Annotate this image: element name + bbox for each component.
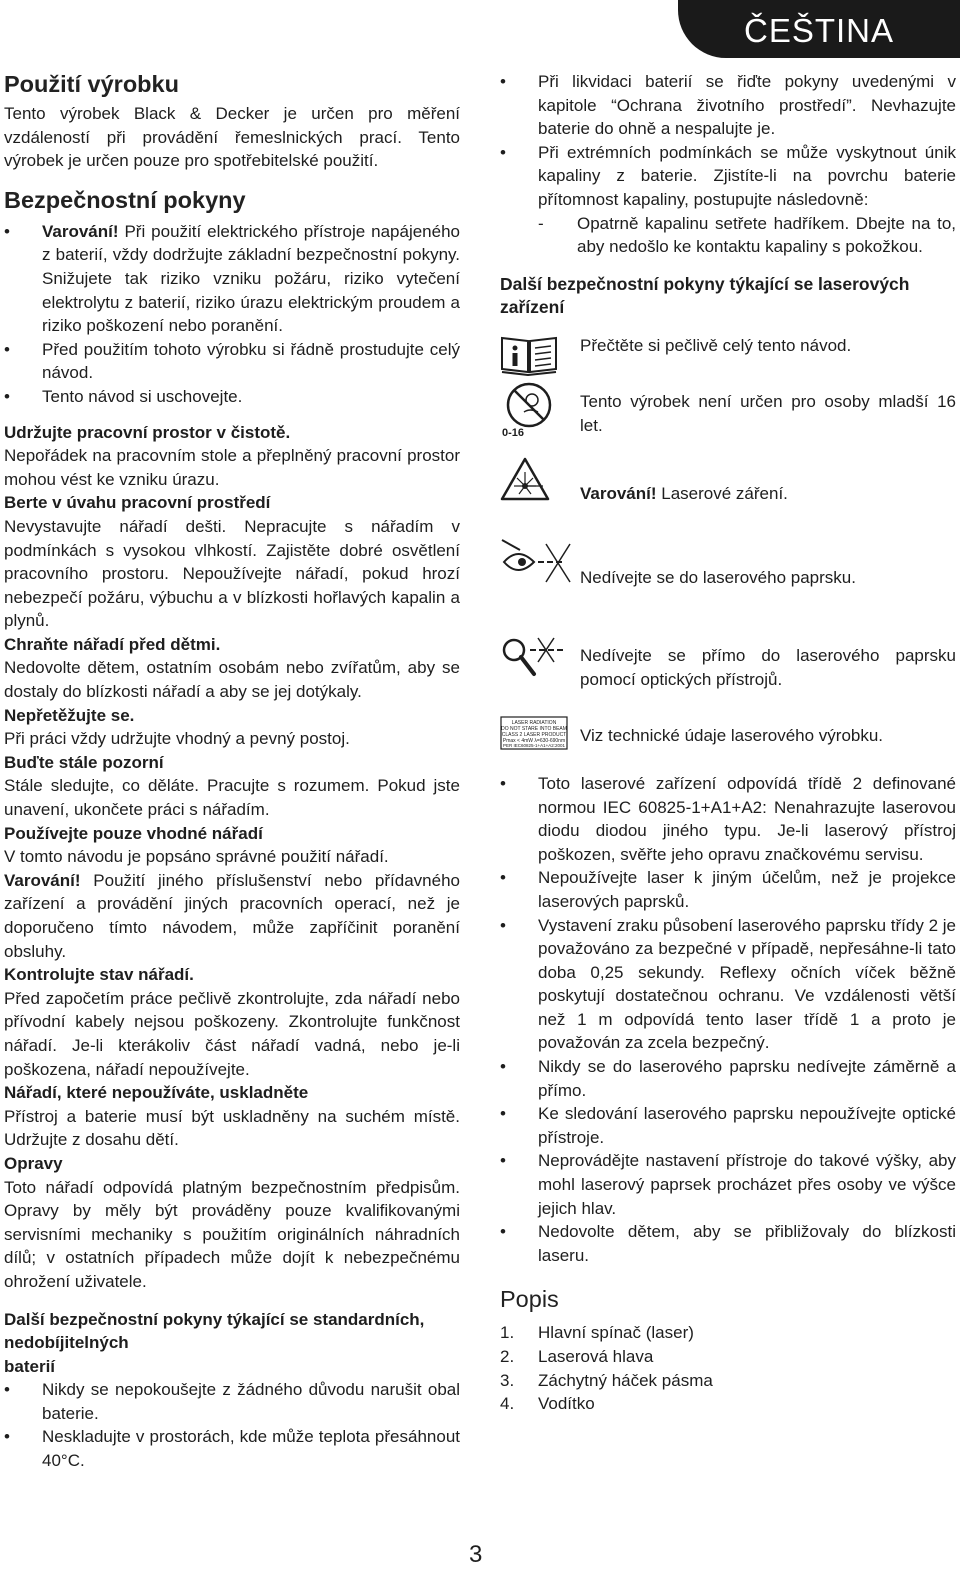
section-text: Nevystavujte nářadí dešti. Nepracujte s nářadím v podmínkách s vysokou vlhkostí. Zajistěte dobré osvětlení pracovního prostoru. Nepoužívejte nářadí, pokud hrozí nebezpečí požáru, výbuchu a v blízkosti hořlavých kapalin a plynů. <box>4 516 460 631</box>
battery-heading-line2: baterií <box>4 1356 56 1376</box>
language-tab: ČEŠTINA <box>678 0 960 58</box>
parts-item <box>500 1321 956 1345</box>
no-eye-to-beam-icon <box>500 536 572 590</box>
battery-list <box>4 1378 460 1472</box>
parts-number: 3. <box>500 1370 515 1390</box>
battery-disposal-list <box>500 70 956 212</box>
section-text: Nedovolte dětem, ostatním osobám nebo zvířatům, aby se dostaly do blízkosti nářadí a aby se jej dotýkaly. <box>4 658 460 702</box>
read-manual-icon <box>500 332 558 376</box>
safety-item-text: Při použití elektrického přístroje napájeného z baterií, vždy dodržujte základní bezpečnostní pokyny. Snižujete tak riziko vzniku požáru, riziko vytečení elektrolytu z baterií, riziko úrazu elektrickým proudem a riziko poškození nebo poranění. <box>42 221 460 336</box>
usage-text: Tento výrobek Black & Decker je určen pro měření vzdáleností při provádění řemeslnických prací. Tento výrobek je určen pouze pro spotřebitelské použití. <box>4 104 460 171</box>
section-heading: Používejte pouze vhodné nářadí <box>4 823 263 843</box>
laser-label-line: PER IEC60825-1+A1+A2:2001 <box>502 742 566 748</box>
laser-label-line: CLASS 2 LASER PRODUCT <box>501 731 567 738</box>
laser-safety-list <box>500 772 956 1267</box>
laser-safety-item: • Toto laserové zařízení odpovídá třídě 2 definované normou IEC 60825-1+A1+A2: Nenahrazujte laserovou diodu diodou jiného typu. Je-li laserový přístroj poškozen, svěřte jeho opravu značkovému servisu. <box>500 772 956 866</box>
section-text: V tomto návodu je popsáno správné použití nářadí. <box>4 847 389 867</box>
laser-label-icon <box>500 716 568 750</box>
parts-label: Laserová hlava <box>538 1347 654 1366</box>
symbol-row <box>500 644 956 724</box>
laser-safety-item: • Nedovolte dětem, aby se přibližovaly do blízkosti laseru. <box>500 1220 956 1267</box>
safety-item: • Tento návod si uschovejte. <box>4 385 460 409</box>
section-heading: Nářadí, které nepoužíváte, uskladněte <box>4 1083 309 1103</box>
symbol-text: Tento výrobek není určen pro osoby mladší 16 let. <box>580 391 956 435</box>
age-restriction-icon <box>500 382 556 438</box>
dash-item <box>500 212 956 259</box>
parts-item <box>500 1369 956 1393</box>
usage-heading: Použití výrobku <box>4 71 179 97</box>
warning-text: Laserové záření. <box>656 483 788 503</box>
description-heading: Popis <box>500 1286 559 1313</box>
section-text: Před započetím práce pečlivě zkontrolujte, zda nářadí nebo přívodní kabely nejsou poškozeny. Zkontrolujte funkčnost nářadí. Je-li kterákoliv část nářadí vadná, nebo je-li poškozena, nářadí nepoužívejte. <box>4 988 460 1079</box>
laser-safety-item: • Neprovádějte nastavení přístroje do takové výšky, aby mohl laserový paprsek procházet přes osoby ve výšce jejich hlav. <box>500 1149 956 1220</box>
symbol-row <box>500 566 956 644</box>
warning-text: Použití jiného příslušenství nebo přídavného zařízení a provádění jiných pracovních operací, než je doporučeno tímto návodem, může zapříčinit poranění obsluhy. <box>4 870 460 961</box>
battery-disposal-item: • Při extrémních podmínkách se může vyskytnout únik kapaliny z baterie. Zjistíte-li na povrchu baterie přítomnost kapaliny, postupujte následovně: <box>500 141 956 212</box>
section-heading: Udržujte pracovní prostor v čistotě. <box>4 422 291 442</box>
no-optical-instrument-icon <box>500 636 572 678</box>
symbol-text <box>580 482 956 506</box>
safety-item: • Před použitím tohoto výrobku si řádně prostudujte celý návod. <box>4 338 460 385</box>
symbol-text: Viz technické údaje laserového výrobku. <box>580 725 884 745</box>
parts-list <box>500 1321 956 1415</box>
symbol-text: Nedívejte se do laserového paprsku. <box>580 567 856 587</box>
safety-heading: Bezpečnostní pokyny <box>4 186 246 213</box>
parts-label: Hlavní spínač (laser) <box>538 1323 694 1343</box>
warning-paragraph <box>4 869 460 963</box>
section-heading: Kontrolujte stav nářadí. <box>4 965 194 985</box>
laser-safety-item: • Nikdy se do laserového paprsku nedívejte záměrně a přímo. <box>500 1055 956 1102</box>
battery-disposal-item: • Při likvidaci baterií se řiďte pokyny uvedenými v kapitole “Ochrana životního prostředí”. Nevhazujte baterie do ohně a nespalujte je. <box>500 70 956 141</box>
safety-item <box>4 220 460 338</box>
general-sections <box>4 421 460 1294</box>
parts-label: Vodítko <box>538 1394 595 1414</box>
laser-label-line: DO NOT STARE INTO BEAM <box>501 725 567 732</box>
laser-heading: Další bezpečnostní pokyny týkající se laserových zařízení <box>500 273 910 318</box>
section-heading: Berte v úvahu pracovní prostředí <box>4 493 271 513</box>
dash-item-text: Opatrně kapalinu setřete hadříkem. Dbejte na to, aby nedošlo ke kontaktu kapaliny s pokožkou. <box>577 213 956 257</box>
parts-item <box>500 1345 956 1369</box>
dash-list <box>500 212 956 259</box>
dash-marker: - <box>538 213 544 233</box>
section-heading: Nepřetěžujte se. <box>4 705 135 725</box>
battery-item: • Neskladujte v prostorách, kde může teplota přesáhnout 40°C. <box>4 1425 460 1472</box>
laser-safety-item: • Ke sledování laserového paprsku nepoužívejte optické přístroje. <box>500 1102 956 1149</box>
parts-number: 2. <box>500 1347 515 1366</box>
section-text: Stále sledujte, co děláte. Pracujte s rozumem. Pokud jste unavení, ukončete práci s nářadím. <box>4 776 460 820</box>
symbol-row <box>500 719 956 766</box>
safety-list <box>4 220 460 409</box>
parts-item <box>500 1392 956 1416</box>
battery-heading-line1: Další bezpečnostní pokyny týkající se standardních, nedobíjitelných <box>4 1309 425 1353</box>
section-text: Při práci vždy udržujte vhodný a pevný postoj. <box>4 729 350 749</box>
laser-safety-item: • Vystavení zraku působení laserového paprsku třídy 2 je považováno za bezpečné v případě, nepřesáhne-li tato doba 0,25 sekundy. Reflexy očních víček běžně poskytují dostatečnou ochranu. Ve vzdálenosti větší než 1 m odpovídá tento laser třídě 1 a proto je považován za zcela bezpečný. <box>500 914 956 1056</box>
parts-number: 4. <box>500 1394 515 1414</box>
symbol-row <box>500 390 956 482</box>
battery-item: • Nikdy se nepokoušejte z žádného důvodu narušit obal baterie. <box>4 1378 460 1425</box>
parts-number: 1. <box>500 1323 515 1343</box>
section-text: Nepořádek na pracovním stole a přeplněný pracovní prostor mohou vést ke vzniku úrazu. <box>4 446 460 489</box>
section-text: Přístroj a baterie musí být uskladněny na suchém místě. Udržujte z dosahu dětí. <box>4 1106 460 1150</box>
laser-warning-icon <box>500 456 550 502</box>
warning-label: Varování! <box>4 870 81 890</box>
warning-label: Varování! <box>580 483 657 503</box>
laser-label-line: LASER RADIATION <box>511 719 557 726</box>
age-badge: 0-16 <box>502 426 525 438</box>
page-number: 3 <box>469 1541 483 1568</box>
symbol-row <box>500 334 956 390</box>
laser-label-line: Pmax < 4mW λ=630-690nm <box>502 737 566 744</box>
left-column <box>4 68 460 1473</box>
parts-label: Záchytný háček pásma <box>538 1370 713 1390</box>
laser-safety-item: • Nepoužívejte laser k jiným účelům, než je projekce laserových paprsků. <box>500 866 956 913</box>
warning-label: Varování! <box>42 221 119 241</box>
section-text: Toto nářadí odpovídá platným bezpečnostním předpisům. Opravy by měly být prováděny pouze kvalifikovanými servisními mechaniky s použitím originálních náhradních dílů; v ostatních případech může dojít k nebezpečnému ohrožení uživatele. <box>4 1177 460 1291</box>
symbol-text: Nedívejte se přímo do laserového paprsku pomocí optických přístrojů. <box>580 645 956 689</box>
right-column <box>500 68 956 1416</box>
battery-heading <box>4 1308 460 1379</box>
section-heading: Chraňte nářadí před dětmi. <box>4 634 221 654</box>
section-heading: Buďte stále pozorní <box>4 752 164 772</box>
section-heading: Opravy <box>4 1153 63 1173</box>
symbol-text: Přečtěte si pečlivě celý tento návod. <box>580 335 852 355</box>
